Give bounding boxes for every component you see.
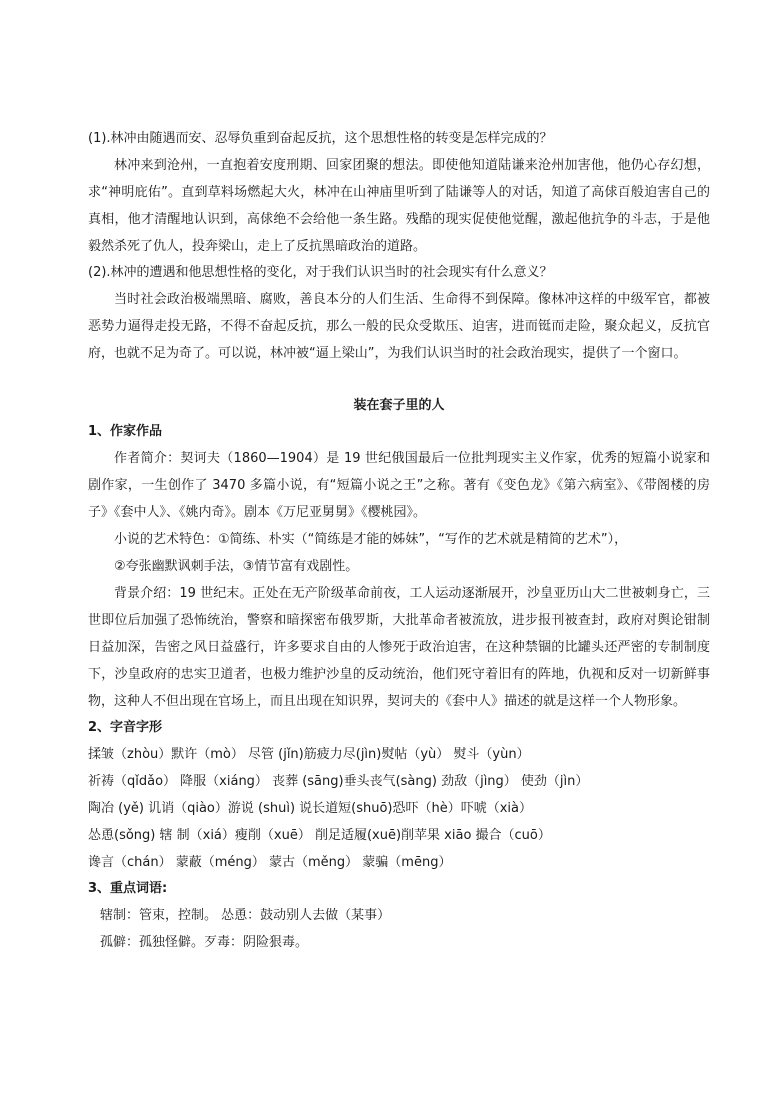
question-1: (1).林冲由随遇而安、忍辱负重到奋起反抗，这个思想性格的转变是怎样完成的？ (88, 131, 553, 146)
document-page (88, 126, 710, 956)
question-2: (2).林冲的遭遇和他思想性格的变化，对于我们认识当时的社会现实有什么意义？ (88, 265, 553, 280)
pinyin-line-2: 祈祷（qǐdǎo） 降服（xiáng） 丧葬 (sāng)垂头丧气(sàng) 劲敌（jìng） 使劲（jìn） (88, 774, 589, 789)
answer-1: 林冲来到沧州，一直抱着安度刑期、回家团聚的想法。即使他知道陆谦来沧州加害他，他仍心存幻想，求“神明庇佑”。直到草料场燃起大火，林冲在山神庙里听到了陆谦等人的对话，知道了高俅百般迫害自己的真相，他才清醒地认识到，高俅绝不会给他一条生路。残酷的现实促使他觉醒，激起他抗争的斗志，于是他毅然杀死了仇人，投奔梁山，走上了反抗黑暗政治的道路。 (88, 158, 710, 254)
heading-key-words: 3、重点词语: (88, 881, 168, 896)
art-features-2: ②夸张幽默讽刺手法，③情节富有戏剧性。 (114, 559, 359, 574)
pinyin-line-3: 陶冶 (yě) 讥诮（qiào）游说 (shuì) 说长道短(shuō)恐吓（hè）吓唬（xià） (88, 801, 533, 816)
section-title: 装在套子里的人 (353, 398, 445, 413)
answer-2: 当时社会政治极端黑暗、腐败，善良本分的人们生活、生命得不到保障。像林冲这样的中级军官，都被恶势力逼得走投无路，不得不奋起反抗，那么一般的民众受欺压、迫害，进而铤而走险，聚众起义，反抗官府，也就不足为奇了。可以说，林冲被“逼上梁山”，为我们认识当时的社会政治现实，提供了一个窗口。 (88, 292, 710, 361)
pinyin-line-5: 谗言（chán） 蒙蔽（méng） 蒙古（měng） 蒙骗（mēng） (88, 855, 452, 870)
heading-pronunciation: 2、字音字形 (88, 720, 163, 735)
art-features-1: 小说的艺术特色：①简练、朴实（“简练是才能的姊妹”，“写作的艺术就是精简的艺术”）， (114, 532, 628, 547)
pinyin-line-4: 怂恿(sǒng) 辖 制（xiá）瘦削（xuē） 削足适履(xuē)削苹果 xiāo 撮合（cuō） (88, 828, 551, 843)
background-intro: 背景介绍：19 世纪末。正处在无产阶级革命前夜，工人运动逐渐展开，沙皇亚历山大二世被刺身亡，三世即位后加强了恐怖统治，警察和暗探密布俄罗斯，大批革命者被流放，进步报刊被查封，政府对舆论钳制日益加深，告密之风日益盛行，许多要求自由的人惨死于政治迫害，在这种禁锢的比罐头还严密的专制制度下，沙皇政府的忠实卫道者，也极力维护沙皇的反动统治，他们死守着旧有的阵地，仇视和反对一切新鲜事物，这种人不但出现在官场上，而且出现在知识界，契诃夫的《套中人》描述的就是这样一个人物形象。 (88, 586, 710, 709)
pinyin-line-1: 揉皱（zhòu）默许（mò） 尽管 (jǐn)筋疲力尽(jìn)熨帖（yù） 熨斗（yùn） (88, 747, 530, 762)
key-words-line-2: 孤僻：孤独怪僻。歹毒：阴险狠毒。 (100, 935, 309, 950)
author-intro: 作者简介：契诃夫（1860—1904）是 19 世纪俄国最后一位批判现实主义作家，优秀的短篇小说家和剧作家，一生创作了 3470 多篇小说，有“短篇小说之王”之称。著有《变色龙》《第六病室》、《带阁楼的房子》《套中人》、《姚内奇》。剧本《万尼亚舅舅》《樱桃园》。 (88, 451, 710, 520)
heading-author-works: 1、作家作品 (88, 424, 163, 439)
key-words-line-1: 辖制：管束，控制。 怂恿：鼓动别人去做（某事） (100, 908, 391, 923)
